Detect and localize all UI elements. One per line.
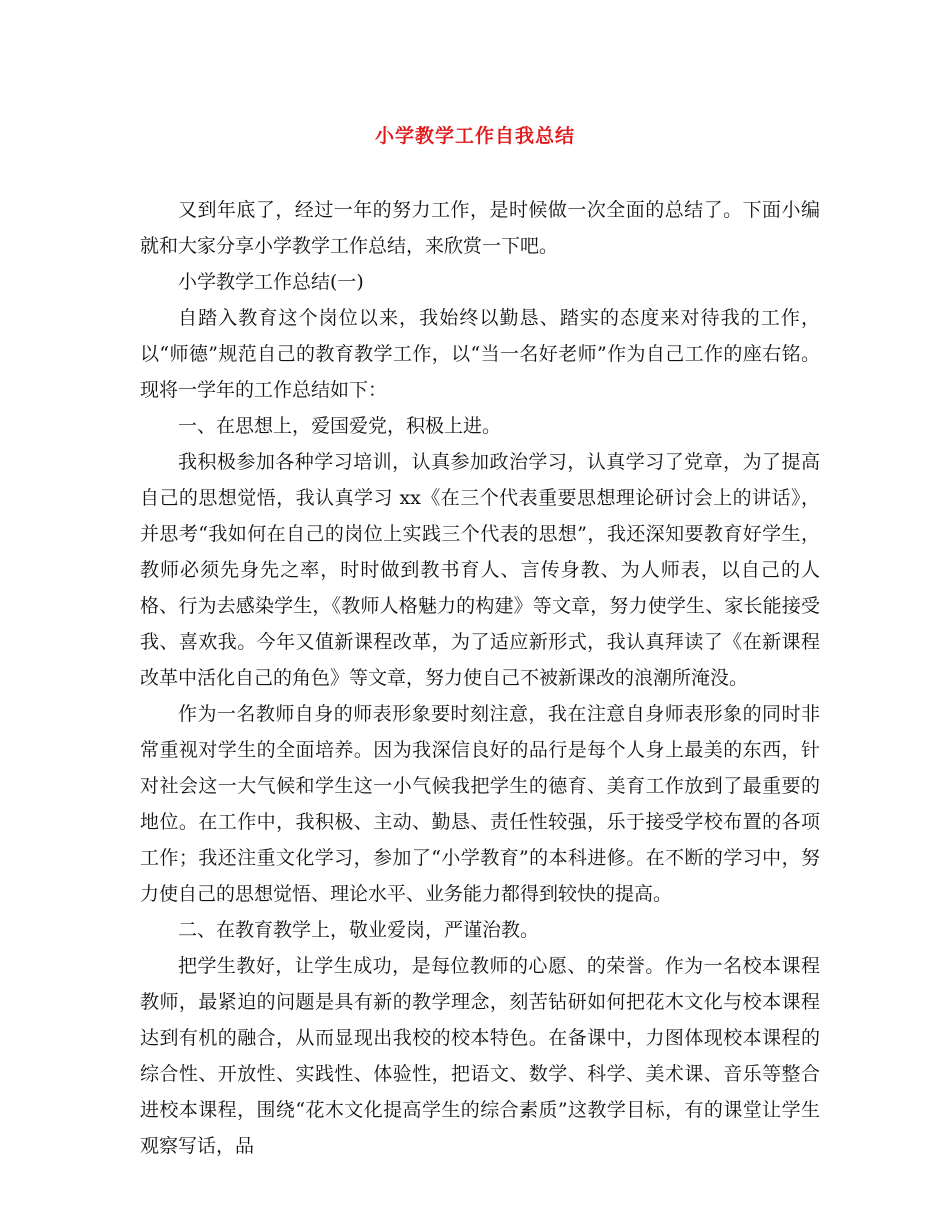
document-body xyxy=(140,192,820,1164)
body-paragraph: 我积极参加各种学习培训，认真参加政治学习，认真学习了党章，为了提高自己的思想觉悟，我认真学习 xx《在三个代表重要思想理论研讨会上的讲话》，并思考“我如何在自己的岗位上实践三个代表的思想”，我还深知要教育好学生，教师必须先身先之率，时时做到教书育人、言传身教、为人师表，以自己的人格、行为去感染学生，《教师人格魅力的构建》等文章，努力使学生、家长能接受我、喜欢我。今年又值新课程改革，为了适应新形式，我认真拜读了《在新课程改革中活化自己的角色》等文章，努力使自己不被新课改的浪潮所淹没。 xyxy=(140,451,820,689)
body-paragraph: 把学生教好，让学生成功，是每位教师的心愿、的荣誉。作为一名校本课程教师，最紧迫的问题是具有新的教学理念，刻苦钻研如何把花木文化与校本课程达到有机的融合，从而显现出我校的校本特色。在备课中，力图体现校本课程的综合性、开放性、实践性、体验性，把语文、数学、科学、美术课、音乐等整合进校本课程，围绕“花木文化提高学生的综合素质”这教学目标，有的课堂让学生观察写话，品 xyxy=(140,955,820,1157)
section-heading: 小学教学工作总结(一) xyxy=(178,271,364,293)
document-title: 小学教学工作自我总结 xyxy=(374,125,575,147)
subsection-heading: 一、在思想上，爱国爱党，积极上进。 xyxy=(178,415,502,437)
subsection-heading: 二、在教育教学上，敬业爱岗，严谨治教。 xyxy=(178,919,540,941)
intro-paragraph: 又到年底了，经过一年的努力工作，是时候做一次全面的总结了。下面小编就和大家分享小学教学工作总结，来欣赏一下吧。 xyxy=(140,199,820,257)
body-paragraph: 自踏入教育这个岗位以来，我始终以勤恳、踏实的态度来对待我的工作，以“师德”规范自己的教育教学工作，以“当一名好老师”作为自己工作的座右铭。现将一学年的工作总结如下： xyxy=(140,307,820,401)
body-paragraph: 作为一名教师自身的师表形象要时刻注意，我在注意自身师表形象的同时非常重视对学生的全面培养。因为我深信良好的品行是每个人身上最美的东西，针对社会这一大气候和学生这一小气候我把学生的德育、美育工作放到了最重要的地位。在工作中，我积极、主动、勤恳、责任性较强，乐于接受学校布置的各项工作；我还注重文化学习，参加了“小学教育”的本科进修。在不断的学习中，努力使自己的思想觉悟、理论水平、业务能力都得到较快的提高。 xyxy=(140,703,820,905)
